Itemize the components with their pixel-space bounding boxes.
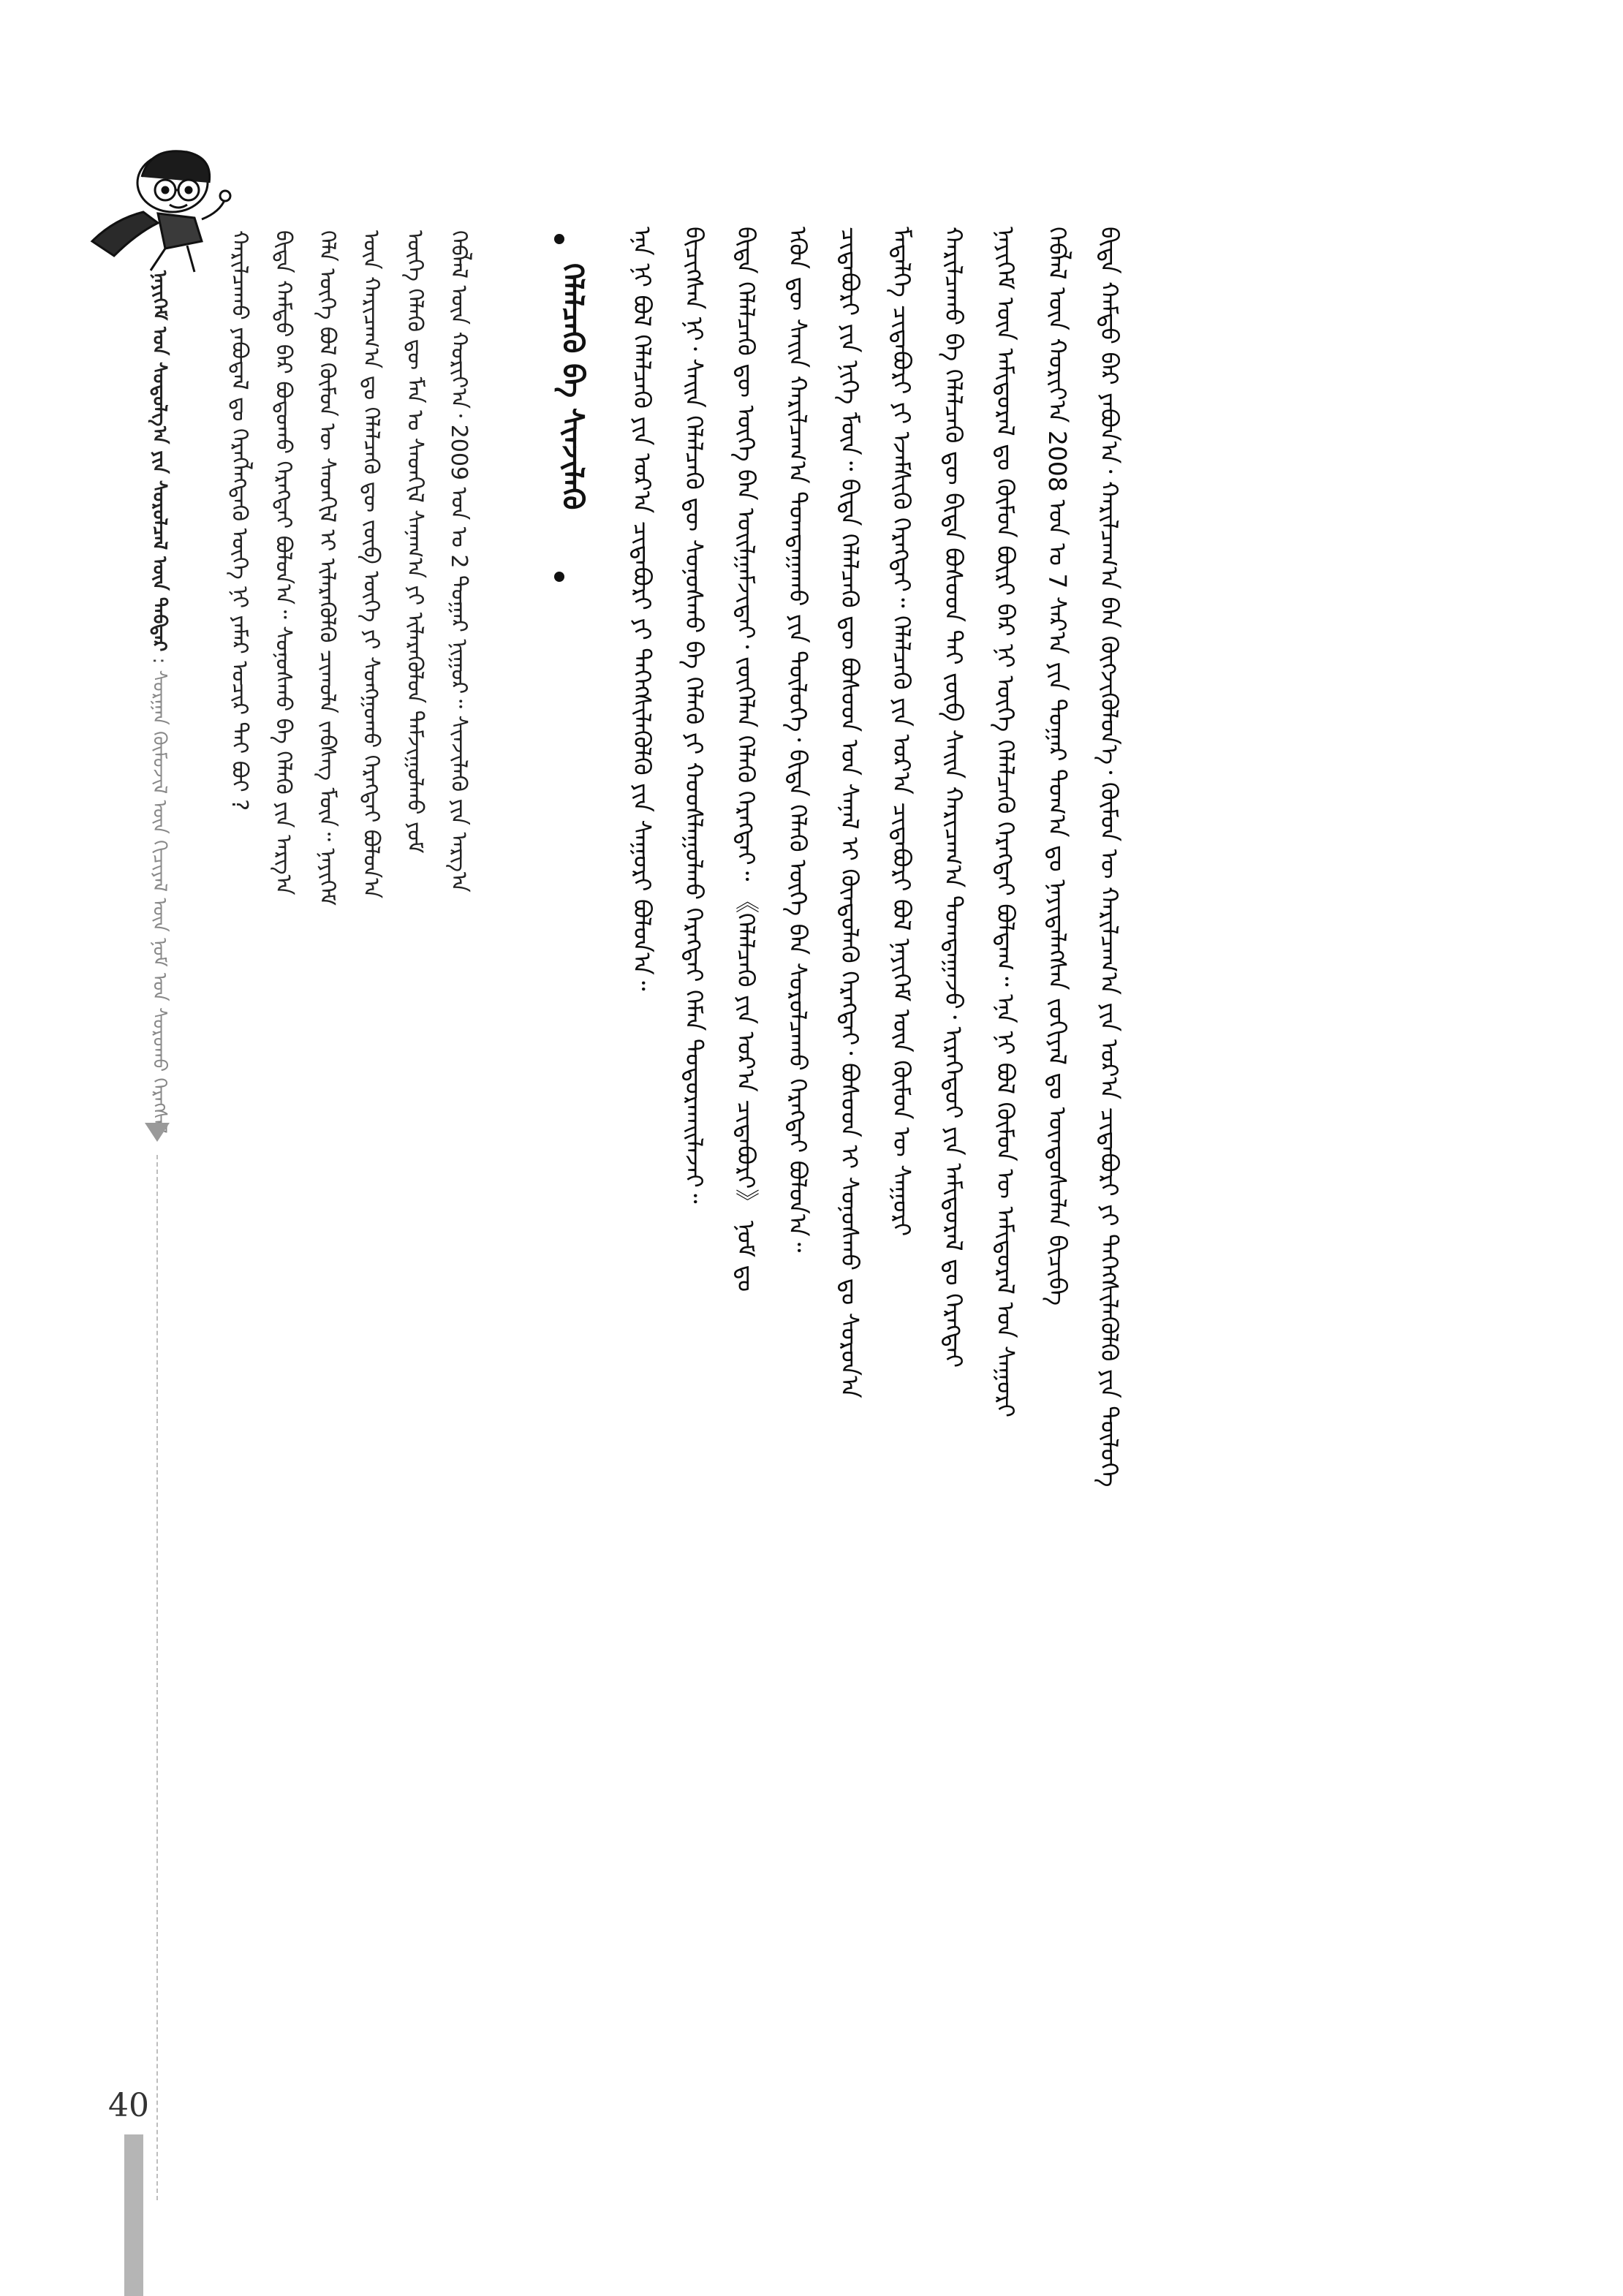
running-head: ᠨᠡᠶᠢᠭᠡᠮ ᠤᠨ ᠰᠤᠳᠤᠯᠭ᠎ᠠ ᠶᠢᠨ ᠰᠤᠷᠤᠯᠴᠠᠯ ᠦᠨ ᠳᠡᠪᠲᠡᠷ : ᠰᠤᠷᠭᠠᠨ ᠬᠦᠮᠦᠵᠢᠯ ᠦᠨ ᠬᠢᠴᠢᠶᠡᠯ ᠦᠨ ᠨᠣᠮ ᠤᠨ ᠰᠤᠷᠤᠬᠤ ᠬᠡᠷᠡᠭᠰᠡᠯ xyxy=(148,270,170,1134)
body-text xyxy=(620,227,1446,2061)
dashed-divider xyxy=(156,1155,158,2200)
poem-line: ᠦᠨ ᠬᠠᠷᠢᠴᠠᠭ᠎ᠠ ᠳᠤ ᠬᠡᠯᠡᠯᠴᠡᠬᠦ ᠳᠦ ᠵᠥᠪ ᠦᠭᠡ ᠶᠢ ᠰᠣᠩᠭᠤᠬᠤ ᠬᠡᠷᠡᠭᠲᠡᠢ ᠪᠣᠯᠤᠨ᠎ᠠ xyxy=(358,230,384,899)
triangle-marker-icon xyxy=(145,1123,170,1142)
poem-line: ᠬᠠᠷᠢᠯᠴᠠᠬᠤ ᠶᠠᠪᠤᠳᠠᠯ ᠳᠤ ᠬᠡᠷᠡᠭᠯᠡᠭᠳᠡᠬᠦ ᠦᠭᠡ ᠨᠢ ᠶᠠᠮᠠᠷ ᠤᠴᠢᠷ ᠲᠠᠢ ᠪᠤᠢ ? xyxy=(227,230,252,811)
body-line: ᠮᠡᠳᠡᠯᠭᠡ ᠴᠢᠳᠠᠪᠤᠷᠢ ᠶᠢ ᠡᠵᠡᠮᠰᠢᠬᠦ ᠬᠡᠷᠡᠭᠲᠡᠢ᠃ ᠬᠡᠯᠡᠯᠴᠡᠬᠦ ᠶᠢᠨ ᠤᠷ᠎ᠠ ᠴᠢᠳᠠᠪᠤᠷᠢ ᠪᠣᠯ ᠨᠡᠶᠢᠭᠡᠮ ᠦᠨ ᠬᠦᠮᠦᠨ ᠦ ᠰᠠᠭᠤᠷᠢ xyxy=(888,227,916,1237)
page-edge-tab xyxy=(124,2134,143,2296)
body-line: ᠬᠡᠪᠯᠡᠯ ᠦᠨ ᠬᠣᠷᠢᠶ᠎ᠠ 2008 ᠣᠨ ᠤ 7 ᠰᠠᠷ᠎ᠠ ᠶᠢᠨ ᠳᠤᠭᠠᠷ ᠲᠣᠭ᠎ᠠ ᠳᠤ ᠨᠡᠶᠢᠲᠡᠯᠡᠭᠰᠡᠨ ᠵᠣᠬᠢᠶᠠᠯ ᠳᠤ ᠦᠨᠳᠦᠰᠦᠯᠡᠨ ᠪᠢᠴᠢᠪᠡ xyxy=(1043,227,1072,1306)
running-head-book: ᠰᠤᠷᠭᠠᠨ ᠬᠦᠮᠦᠵᠢᠯ ᠦᠨ ᠬᠢᠴᠢᠶᠡᠯ ᠦᠨ ᠨᠣᠮ ᠤᠨ ᠰᠤᠷᠤᠬᠤ ᠬᠡᠷᠡᠭᠰᠡᠯ xyxy=(148,670,170,1134)
body-line: ᠪᠢᠳᠡ ᠬᠡᠯᠡᠯᠴᠡᠬᠦ ᠳᠦ ᠦᠭᠡ ᠪᠡᠨ ᠣᠢᠯᠭᠠᠮᠵᠢᠲᠠᠢ᠂ ᠵᠥᠭᠡᠯᠡᠨ ᠬᠡᠯᠡᠬᠦ ᠬᠡᠷᠡᠭᠲᠡᠢ᠃ 《ᠬᠡᠯᠡᠯᠴᠡᠬᠦ ᠶᠢᠨ ᠤᠷ᠎ᠠ ᠴᠢᠳᠠᠪᠤᠷᠢ》 ᠨᠣᠮ ᠳᠤ xyxy=(732,227,760,1292)
body-line: ᠪᠢᠳᠡ ᠬᠠᠮᠲᠤ ᠪᠠᠷ ᠶᠠᠪᠤᠨ᠎ᠠ᠂ ᠬᠠᠷᠢᠯᠴᠠᠭ᠎ᠠ ᠪᠠᠨ ᠬᠥᠭᠵᠢᠭᠦᠯᠦᠨ᠎ᠡ᠂ ᠬᠦᠮᠦᠨ ᠦ ᠬᠠᠷᠢᠯᠴᠠᠭ᠎ᠠ ᠶᠢᠨ ᠤᠷ᠎ᠠ ᠴᠢᠳᠠᠪᠤᠷᠢ ᠶᠢ ᠳᠡᠭᠡᠭᠰᠢᠯᠡᠭᠦᠯᠬᠦ ᠶᠢᠨ ᠲᠥᠯᠦᠭᠡ xyxy=(1095,227,1124,1488)
poem-line: ᠪᠢᠳᠡ ᠬᠠᠮᠲᠤ ᠪᠠᠷ ᠪᠤᠳᠤᠬᠤ ᠬᠡᠷᠡᠭᠲᠡᠢ ᠪᠣᠯᠤᠨ᠎ᠠ᠃ ᠰᠣᠨᠣᠰᠬᠤ ᠪᠠ ᠬᠡᠯᠡᠬᠦ ᠶᠢᠨ ᠠᠷᠭ᠎ᠠ xyxy=(270,230,296,895)
mascot-illustration xyxy=(63,132,231,278)
running-head-series: ᠨᠡᠶᠢᠭᠡᠮ ᠤᠨ ᠰᠤᠳᠤᠯᠭ᠎ᠠ ᠶᠢᠨ ᠰᠤᠷᠤᠯᠴᠠᠯ ᠦᠨ ᠳᠡᠪᠲᠡᠷ xyxy=(148,270,170,652)
poem-line: ᠬᠡᠯᠡ ᠦᠭᠡ ᠪᠣᠯ ᠬᠦᠮᠦᠨ ᠦ ᠰᠡᠳᠬᠢᠯ ᠢ ᠢᠯᠡᠷᠡᠭᠦᠯᠬᠦ ᠴᠢᠬᠤᠯᠠ ᠵᠡᠪᠰᠡᠭ ᠮᠥᠨ᠃ ᠨᠡᠶᠢᠭᠡᠮ xyxy=(314,230,340,906)
body-line: ᠬᠠᠷᠢᠯᠴᠠᠬᠤ ᠪᠠ ᠬᠡᠯᠡᠯᠴᠡᠬᠦ ᠳᠦ ᠪᠢᠳᠡ ᠪᠤᠰᠤᠳ ᠲᠠᠢ ᠵᠥᠪ ᠰᠠᠢᠨ ᠬᠠᠷᠢᠴᠠᠭ᠎ᠠ ᠲᠣᠭᠲᠠᠭᠠᠵᠤ᠂ ᠢᠷᠡᠭᠡᠳᠦᠢ ᠶᠢᠨ ᠠᠮᠢᠳᠤᠷᠠᠯ ᠳᠤ ᠬᠡᠷᠡᠭᠲᠡᠢ xyxy=(939,227,968,1368)
body-line: ᠪᠢᠴᠢᠭᠰᠡᠨ ᠨᠢ᠂ ᠰᠠᠢᠨ ᠬᠡᠯᠡᠯᠴᠡᠬᠦ ᠳᠦ ᠰᠣᠨᠣᠰᠬᠤ ᠪᠠ ᠬᠡᠯᠡᠬᠦ ᠶᠢ ᠬᠣᠣᠰᠯᠠᠭᠤᠯᠬᠤ ᠬᠡᠷᠡᠭᠲᠡᠢ ᠬᠡᠮᠡᠨ ᠲᠣᠳᠣᠷᠬᠠᠢᠯᠠᠵᠠᠢ᠃ xyxy=(680,227,708,1204)
body-line: ᠡᠭᠦᠨ ᠳᠦ ᠰᠠᠢᠨ ᠬᠠᠷᠢᠯᠴᠠᠭ᠎ᠠ ᠲᠣᠭᠲᠠᠭᠠᠬᠤ ᠶᠢᠨ ᠲᠥᠯᠦᠭᠡ᠂ ᠪᠢᠳᠡ ᠬᠡᠯᠡᠬᠦ ᠦᠭᠡ ᠪᠡᠨ ᠰᠤᠷᠤᠯᠴᠠᠬᠤ ᠬᠡᠷᠡᠭᠲᠡᠢ ᠪᠣᠯᠤᠨ᠎ᠠ᠃ xyxy=(784,227,812,1253)
bullet-icon xyxy=(554,234,564,244)
poem-line: ᠬᠡᠪᠯᠡᠯ ᠦᠨ ᠬᠣᠷᠢᠶ᠎ᠠ᠂ 2009 ᠣᠨ ᠤ 2 ᠳᠤᠭᠠᠷ ᠨᠢᠭᠤᠷ᠃ ᠰᠢᠨᠵᠢᠯᠡᠬᠦ ᠶᠢᠨ ᠠᠷᠭ᠎ᠠ xyxy=(446,230,472,893)
body-line: ᠨᠡᠶᠢᠭᠡᠮ ᠦᠨ ᠠᠮᠢᠳᠤᠷᠠᠯ ᠳᠤ ᠬᠦᠮᠦᠨ ᠪᠦᠷᠢ ᠪᠡᠷ ᠨᠢ ᠦᠭᠡ ᠬᠡᠯᠡᠯᠴᠡᠬᠦ ᠬᠡᠷᠡᠭᠲᠡᠢ ᠪᠣᠯᠳᠠᠭ᠃ ᠡᠨᠡ ᠨᠢ ᠪᠣᠯ ᠬᠦᠮᠦᠨ ᠦ ᠠᠮᠢᠳᠤᠷᠠᠯ ᠤᠨ ᠰᠠᠭᠤᠷᠢ xyxy=(991,227,1020,1417)
page-number: 40 xyxy=(108,2087,149,2124)
bullet-icon xyxy=(554,572,564,582)
poem-block xyxy=(219,230,526,1999)
poem-line: ᠦᠭᠡ ᠬᠡᠯᠡᠬᠦ ᠳᠦ ᠮᠠᠨ ᠤ ᠰᠡᠳᠬᠢᠯ ᠰᠠᠨᠠᠭ᠎ᠠ ᠶᠢ ᠢᠯᠡᠷᠡᠭᠦᠯᠦᠨ ᠳᠠᠮᠵᠢᠭᠤᠯᠬᠤ ᠶᠤᠮ xyxy=(402,230,428,854)
body-line: ᠴᠢᠳᠠᠪᠤᠷᠢ ᠶᠢᠨ ᠨᠢᠭᠡ ᠮᠥᠨ᠃ ᠪᠢᠳᠡ ᠬᠡᠯᠡᠯᠴᠡᠬᠦ ᠳᠦ ᠪᠤᠰᠤᠳ ᠤᠨ ᠰᠠᠨᠠᠯ ᠢ ᠬᠦᠨᠳᠦᠯᠡᠬᠦ ᠬᠡᠷᠡᠭᠲᠡᠢ᠂ ᠪᠤᠰᠤᠳ ᠢ ᠰᠣᠨᠣᠰᠬᠤ ᠳᠤ ᠰᠤᠷᠤᠨ᠎ᠠ xyxy=(836,227,864,1398)
section-heading: ᠬᠡᠯᠡᠯᠴᠡᠬᠦ ᠪᠠ ᠰᠢᠨᠵᠢᠯᠡᠬᠦ xyxy=(556,263,589,510)
body-line: ᠡᠨᠡ ᠨᠢ ᠪᠣᠯ ᠬᠡᠯᠡᠯᠴᠡᠬᠦ ᠶᠢᠨ ᠤᠷ᠎ᠠ ᠴᠢᠳᠠᠪᠤᠷᠢ ᠶᠢ ᠳᠡᠭᠡᠭᠰᠢᠯᠡᠭᠦᠯᠬᠦ ᠶᠢᠨ ᠰᠠᠭᠤᠷᠢ ᠪᠣᠯᠤᠨ᠎ᠠ᠃ xyxy=(628,227,657,991)
